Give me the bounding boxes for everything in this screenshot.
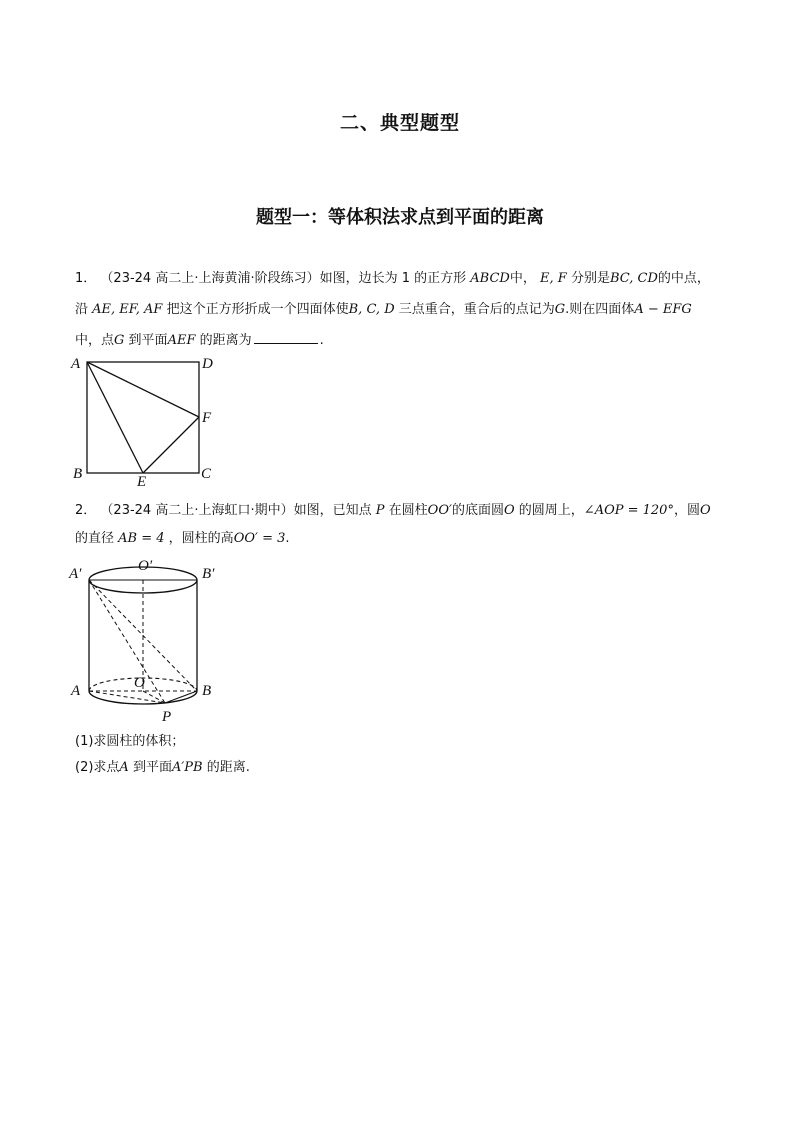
label-o-prime: O′ <box>138 558 153 574</box>
q1-number: 1． <box>75 271 97 286</box>
q1-source: （23-24 高二上·上海黄浦·阶段练习） <box>100 271 320 286</box>
q2-math: ∠AOP = 120° <box>583 503 674 518</box>
q2-number: 2． <box>75 503 97 518</box>
q2-math: O <box>503 503 515 518</box>
segment-a1p <box>89 580 165 703</box>
q1-line-2 <box>75 301 692 319</box>
q2-math: O <box>699 503 711 518</box>
q2-math: OO′ <box>427 503 452 518</box>
label-b-prime: B′ <box>202 566 215 582</box>
label-b: B <box>202 683 212 699</box>
q1-line-3 <box>75 330 324 350</box>
q2-text: 的圆周上， <box>518 503 584 518</box>
q2-math: A′PB <box>171 760 203 775</box>
q2-text: (2)求点 <box>75 760 120 775</box>
q2-text: 到平面 <box>132 760 172 775</box>
section-title: 二、典型题型 <box>339 112 460 134</box>
q2-text: 在圆柱 <box>388 503 428 518</box>
q1-math: E, F <box>540 271 567 286</box>
q1-math: G <box>554 302 566 317</box>
q1-text: 到平面 <box>128 333 168 348</box>
q1-text: 的中点， <box>657 271 710 286</box>
q2-figure <box>65 555 235 725</box>
q1-text: 中，点 <box>75 333 115 348</box>
q2-text: . <box>285 531 290 546</box>
segment-ef <box>143 417 199 473</box>
label-a-prime: A′ <box>69 566 82 582</box>
label-o: O <box>134 675 145 691</box>
q2-line-2 <box>75 530 290 548</box>
q2-source: （23-24 高二上·上海虹口·期中） <box>100 503 294 518</box>
segment-af <box>87 362 199 417</box>
q1-math: B, C, D <box>348 302 395 317</box>
q2-text: 的底面圆 <box>451 503 504 518</box>
q1-text: 把这个正方形折成一个四面体使 <box>166 302 349 317</box>
q1-text: 分别是 <box>570 271 610 286</box>
q2-math: A <box>119 760 129 775</box>
q2-text: ，圆 <box>673 503 700 518</box>
answer-blank[interactable] <box>254 330 318 344</box>
q1-math: AEF <box>167 333 196 348</box>
label-d: D <box>202 356 213 372</box>
q1-text: 沿 <box>75 302 89 317</box>
q1-math: ABCD <box>470 271 510 286</box>
q1-text: .则在四面体 <box>565 302 635 317</box>
q1-math: AE, EF, AF <box>92 302 163 317</box>
q1-figure <box>65 352 225 487</box>
q2-text: 的距离. <box>206 760 250 775</box>
q2-math: P <box>375 503 385 518</box>
square-abcd <box>87 362 199 473</box>
q2-line-1 <box>75 502 711 520</box>
label-a: A <box>71 356 81 372</box>
q2-text: ，圆柱的高 <box>168 531 234 546</box>
q1-text: 的距离为 <box>199 333 252 348</box>
label-c: C <box>201 466 212 482</box>
q1-math: BC, CD <box>609 271 658 286</box>
q1-text: 三点重合，重合后的点记为 <box>398 302 555 317</box>
q1-text: 中， <box>509 271 536 286</box>
q1-line-1 <box>75 270 710 288</box>
label-f: F <box>202 410 212 426</box>
q1-text: 如图，边长为 1 的正方形 <box>319 271 467 286</box>
q2-math: OO′ = 3 <box>233 531 286 546</box>
segment-ap <box>89 691 165 703</box>
q2-text: 如图，已知点 <box>293 503 372 518</box>
q1-math: A − EFG <box>634 302 692 317</box>
label-a: A <box>71 683 81 699</box>
q2-sub-1: (1)求圆柱的体积； <box>75 734 185 749</box>
q2-math: AB = 4 <box>118 531 165 546</box>
q1-text: . <box>319 333 324 348</box>
q1-math: G <box>114 333 125 348</box>
label-e: E <box>137 474 147 487</box>
q2-sub-2 <box>75 759 250 777</box>
question-type-title: 题型一：等体积法求点到平面的距离 <box>256 207 544 228</box>
label-b: B <box>73 466 83 482</box>
segment-ae <box>87 362 143 473</box>
label-p: P <box>162 709 172 725</box>
q2-text: 的直径 <box>75 531 115 546</box>
